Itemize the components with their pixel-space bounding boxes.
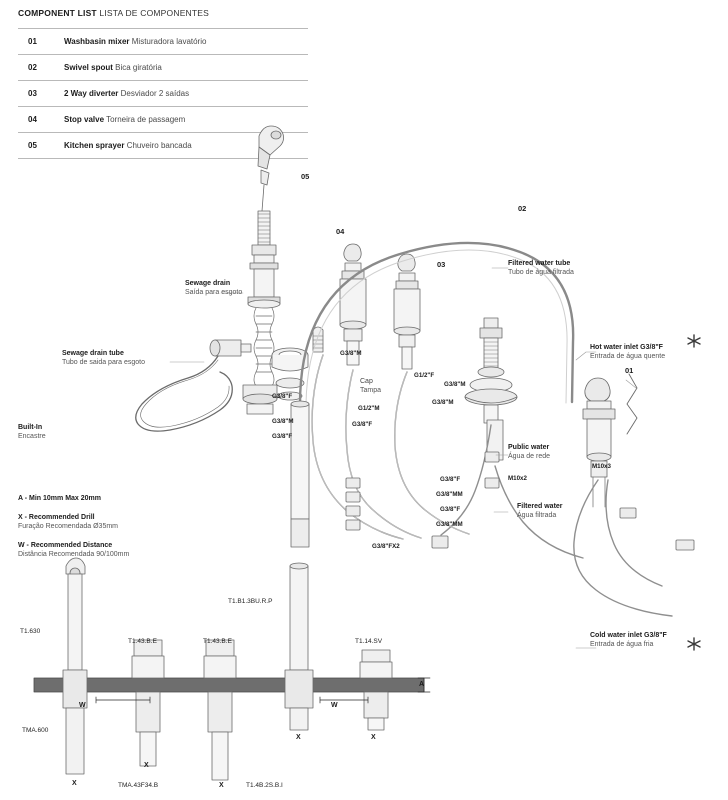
- label-sewage-drain: [185, 280, 242, 298]
- component-label-pt: Bica giratória: [115, 63, 162, 72]
- component-label-en: Swivel spout: [64, 63, 113, 72]
- dim-x-2: X: [144, 762, 149, 769]
- label-sewage-drain-tube: [62, 350, 145, 368]
- component-label-en: 2 Way diverter: [64, 89, 119, 98]
- callout-03: 03: [437, 260, 446, 269]
- label-cold-water-inlet-pt: Entrada de água fria: [590, 640, 654, 648]
- label-built-in: [18, 424, 46, 442]
- component-label-en: Washbasin mixer: [64, 37, 130, 46]
- dim-a: A: [419, 681, 425, 688]
- component-label-pt: Torneira de passagem: [106, 115, 186, 124]
- label-public-water-en: Public water: [508, 444, 550, 451]
- dim-w-2: W: [331, 702, 338, 709]
- thread-g12f: G1/2"F: [414, 372, 435, 379]
- note-w-title: W - Recommended Distance: [18, 542, 113, 549]
- label-sewage-drain-tube-en: Sewage drain tube: [62, 350, 124, 357]
- label-hot-water-inlet-pt: Entrada de água quente: [590, 352, 666, 360]
- component-number: 05: [18, 133, 62, 159]
- label-built-in-pt: Encastre: [18, 432, 46, 440]
- label-filtered-water-en: Filtered water: [517, 503, 563, 510]
- component-label-pt: Desviador 2 saídas: [120, 89, 190, 98]
- component-label-en: Stop valve: [64, 115, 105, 124]
- part-code-tma600: TMA.600: [22, 727, 49, 734]
- label-filtered-water-tube-pt: Tubo de água filtrada: [508, 268, 574, 276]
- part-code-tma43f34b: TMA.43F34.B: [118, 782, 159, 789]
- callout-01: 01: [625, 366, 634, 375]
- callout-05: 05: [301, 172, 310, 181]
- label-cold-water-inlet: [590, 632, 667, 650]
- component-number: 03: [18, 81, 62, 107]
- label-cap-en: Cap: [360, 378, 373, 385]
- note-w-sub: Distância Recomendada 90/100mm: [18, 551, 130, 559]
- label-cold-water-inlet-en: Cold water inlet G3/8"F: [590, 632, 667, 639]
- thread-g38mm-2: G3/8"MM: [436, 521, 463, 528]
- component-number: 04: [18, 107, 62, 133]
- note-w: [18, 541, 129, 560]
- label-filtered-water: [517, 503, 563, 521]
- note-x-sub: Furação Recomendada Ø35mm: [18, 523, 118, 531]
- label-sewage-drain-pt: Saída para esgoto: [185, 288, 243, 296]
- note-a-title: A - Min 10mm Max 20mm: [18, 495, 101, 502]
- dim-x-3: X: [219, 782, 224, 789]
- thread-m10x3: M10x3: [592, 463, 611, 470]
- thread-g38mm-1: G3/8"MM: [436, 491, 463, 498]
- label-sewage-drain-tube-pt: Tubo de saida para esgoto: [62, 358, 146, 366]
- part-code-t1630: T1.630: [20, 628, 41, 635]
- part-code-t1b13bu: T1.B1.3BU.R.P: [228, 598, 273, 605]
- component-label-en: Kitchen sprayer: [64, 141, 125, 150]
- part-code-t143be-1: T1.43.B.E: [128, 638, 157, 645]
- callout-02: 02: [518, 204, 527, 213]
- component-list-title-en: COMPONENT LIST: [18, 8, 97, 18]
- label-cap: [360, 378, 381, 396]
- dim-x-5: X: [371, 734, 376, 741]
- thread-g38f-5: G3/8"F: [440, 506, 461, 513]
- label-cap-pt: Tampa: [360, 386, 382, 394]
- thread-g12m: G1/2"M: [358, 405, 380, 412]
- note-x: [18, 513, 118, 532]
- label-sewage-drain-en: Sewage drain: [185, 280, 231, 287]
- part-code-t148: T1.4B.2S.B.I: [246, 782, 283, 789]
- component-list-title-pt: LISTA DE COMPONENTES: [99, 8, 210, 18]
- thread-g38fx2: G3/8"FX2: [372, 543, 400, 550]
- thread-g38f-2: G3/8"F: [272, 433, 293, 440]
- note-a: [18, 494, 101, 503]
- label-hot-water-inlet: [590, 344, 665, 362]
- part-code-t143be-2: T1.43.B.E: [203, 638, 232, 645]
- label-built-in-en: Built-In: [18, 424, 43, 431]
- label-public-water: [508, 444, 550, 462]
- callout-04: 04: [336, 227, 345, 236]
- thread-g38m-4: G3/8"M: [444, 381, 466, 388]
- dim-w-1: W: [79, 702, 86, 709]
- label-filtered-water-tube-en: Filtered water tube: [508, 260, 571, 267]
- component-label-pt: Misturadora lavatório: [131, 37, 207, 46]
- thread-g38f-4: G3/8"F: [440, 476, 461, 483]
- thread-m10x2: M10x2: [508, 475, 527, 482]
- label-hot-water-inlet-en: Hot water inlet G3/8"F: [590, 344, 663, 351]
- component-number: 01: [18, 29, 62, 55]
- thread-g38m-3: G3/8"M: [432, 399, 454, 406]
- label-public-water-pt: Água de rede: [508, 452, 551, 460]
- thread-g38m-2: G3/8"M: [272, 418, 294, 425]
- thread-g38f-1: G3/8"F: [272, 393, 293, 400]
- note-x-title: X - Recommended Drill: [18, 514, 95, 521]
- component-label-pt: Chuveiro bancada: [126, 141, 192, 150]
- dim-x-1: X: [72, 780, 77, 787]
- part-code-t114sv: T1.14.SV: [355, 638, 383, 645]
- thread-g38f-3: G3/8"F: [352, 421, 373, 428]
- label-filtered-water-tube: [508, 260, 574, 278]
- dim-x-4: X: [296, 734, 301, 741]
- component-number: 02: [18, 55, 62, 81]
- thread-g38m-1: G3/8"M: [340, 350, 362, 357]
- label-filtered-water-pt: Água filtrada: [517, 511, 557, 519]
